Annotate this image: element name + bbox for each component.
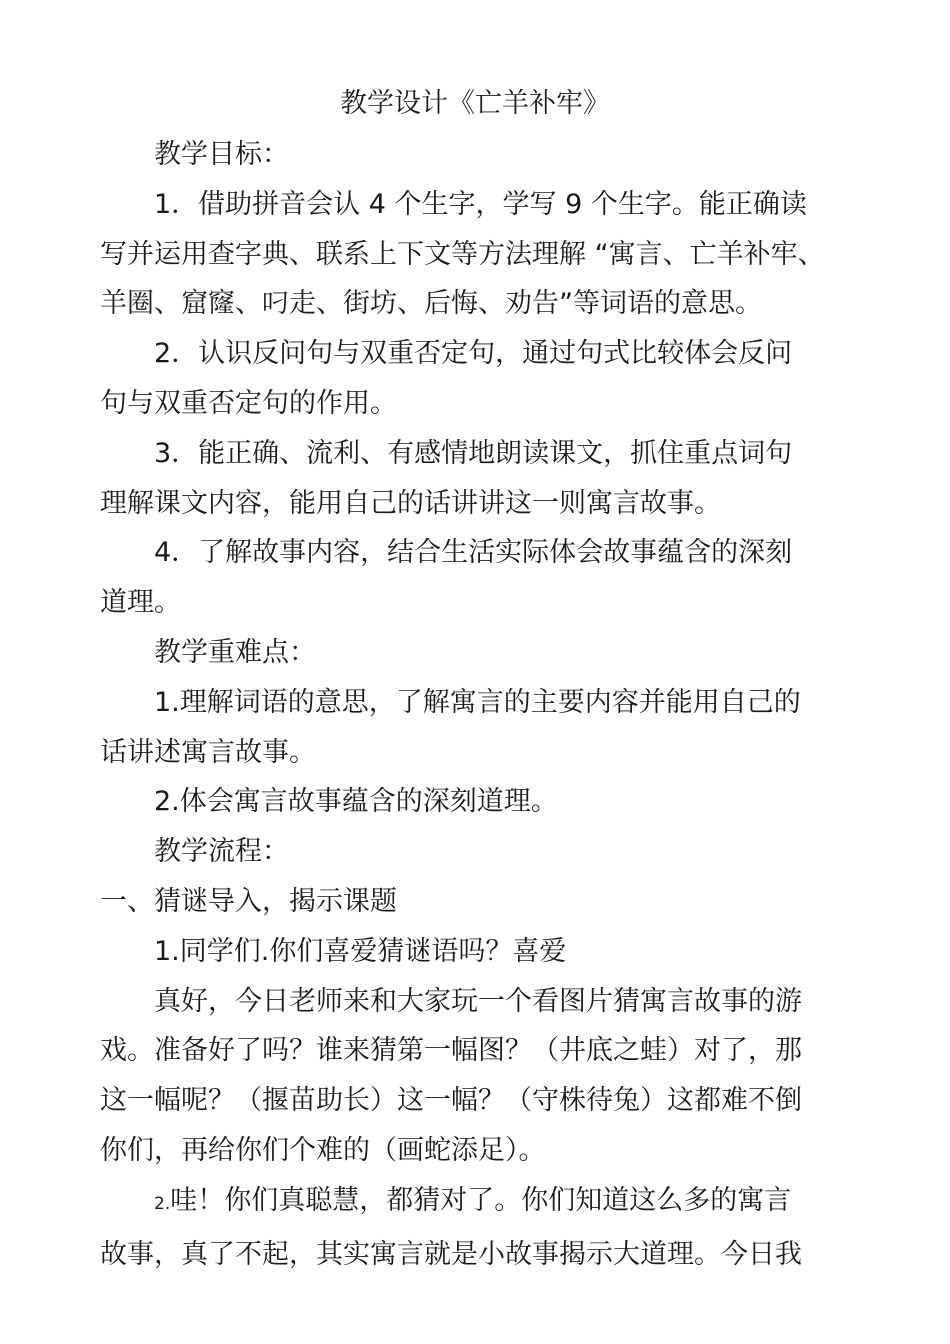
text-line: 你们，再给你们个难的（画蛇添足）。 bbox=[100, 1134, 546, 1166]
section-heading: 一、猜谜导入，揭示课题 bbox=[100, 885, 397, 917]
text-line: 教学目标： bbox=[154, 139, 289, 170]
text-line: 2.体会寓言故事蕴含的深刻道理。 bbox=[154, 786, 558, 818]
text-line: 写并运用查字典、联系上下文等方法理解 “寓言、亡羊补牢、 bbox=[100, 238, 825, 270]
text-line: 真好，今日老师来和大家玩一个看图片猜寓言故事的游 bbox=[154, 985, 802, 1017]
text-line: 话讲述寓言故事。 bbox=[100, 736, 316, 768]
text-line: 2．认识反问句与双重否定句，通过句式比较体会反问 bbox=[154, 338, 793, 370]
document-body bbox=[100, 130, 900, 1279]
text-line: 3．能正确、流利、有感情地朗读课文，抓住重点词句 bbox=[154, 437, 793, 469]
text-line: 理解课文内容，能用自己的话讲讲这一则寓言故事。 bbox=[100, 487, 721, 519]
text-line: 1.同学们.你们喜爱猜谜语吗？喜爱 bbox=[154, 935, 567, 967]
section-heading: 教学重难点： bbox=[154, 636, 316, 668]
text-line: 句与双重否定句的作用。 bbox=[100, 387, 397, 419]
list-number: 2. bbox=[154, 1193, 171, 1214]
text-line: 羊圈、窟窿、叼走、街坊、后悔、劝告”等词语的意思。 bbox=[100, 288, 762, 320]
text-line: 戏。准备好了吗？谁来猜第一幅图？（井底之蛙）对了，那 bbox=[100, 1035, 802, 1067]
text-line: 这一幅呢？（揠苗助长）这一幅？（守株待兔）这都难不倒 bbox=[100, 1085, 802, 1117]
text-line: 1.理解词语的意思，了解寓言的主要内容并能用自己的 bbox=[154, 686, 801, 718]
text-line bbox=[100, 1176, 900, 1230]
section-heading: 教学流程： bbox=[154, 836, 289, 868]
text-line: 4．了解故事内容，结合生活实际体会故事蕴含的深刻 bbox=[154, 537, 793, 569]
text-line: 道理。 bbox=[100, 587, 181, 619]
line-text: 哇！你们真聪慧，都猜对了。你们知道这么多的寓言 bbox=[170, 1184, 792, 1216]
document-title: 教学设计《亡羊补牢》 bbox=[340, 88, 610, 119]
text-line: 故事，真了不起，其实寓言就是小故事揭示大道理。今日我 bbox=[100, 1238, 802, 1270]
text-line: 1．借助拼音会认 4 个生字，学写 9 个生字。能正确读 bbox=[154, 188, 807, 220]
